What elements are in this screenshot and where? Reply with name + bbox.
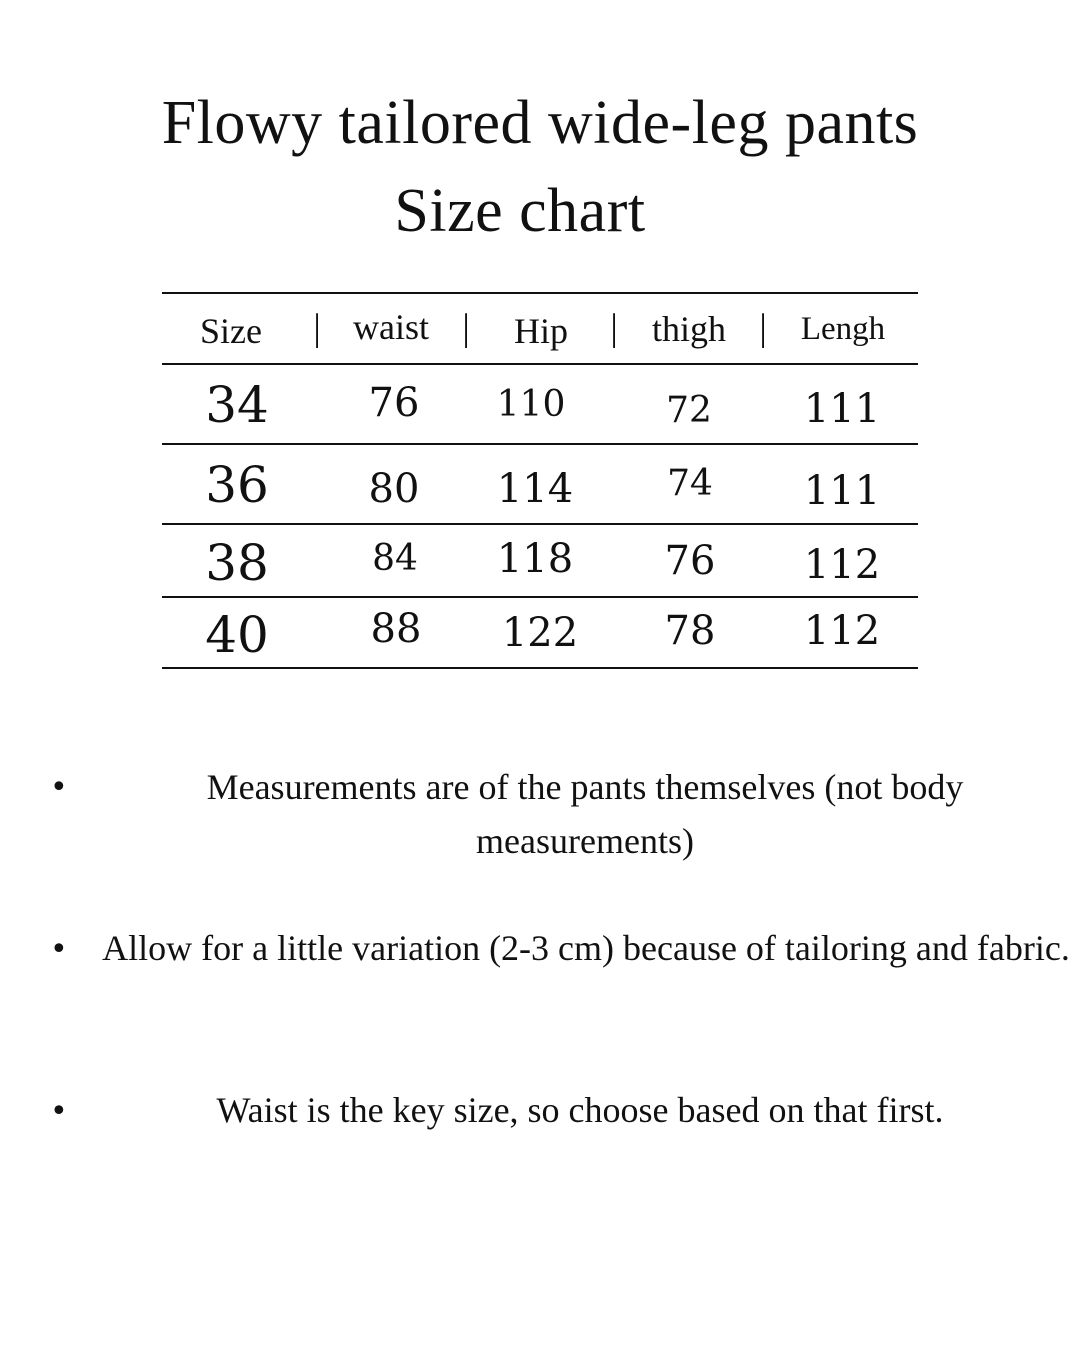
table-rule (162, 363, 918, 365)
cell-size: 34 (205, 376, 269, 434)
bullet-icon: • (50, 932, 68, 967)
header-separator: | (462, 307, 470, 349)
header-size: Size (200, 311, 262, 351)
cell-size: 40 (205, 606, 269, 664)
table-top-rule (162, 292, 918, 294)
note-text: Allow for a little variation (2-3 cm) because of tailoring and fabric. (102, 928, 1070, 968)
cell-hip: 122 (501, 610, 579, 656)
header-waist: waist (353, 307, 429, 347)
bullet-icon: • (50, 1094, 68, 1129)
header-separator: | (313, 307, 321, 349)
header-length: Lengh (800, 311, 886, 347)
cell-size: 38 (205, 534, 269, 592)
note-text: Waist is the key size, so choose based on that first. (216, 1090, 944, 1130)
bullet-icon: • (50, 770, 68, 805)
cell-waist: 80 (368, 466, 420, 512)
table-rule (162, 523, 918, 525)
header-separator: | (610, 307, 618, 349)
cell-thigh: 76 (664, 538, 716, 584)
page-title: Flowy tailored wide-leg pants (161, 89, 919, 157)
table-bottom-rule (162, 667, 918, 669)
cell-waist: 84 (372, 538, 418, 579)
header-separator: | (759, 307, 767, 349)
header-thigh: thigh (651, 309, 727, 349)
cell-waist: 88 (370, 606, 422, 652)
cell-thigh: 74 (667, 463, 713, 504)
table-rule (162, 443, 918, 445)
cell-waist: 76 (368, 380, 420, 426)
page-subtitle: Size chart (394, 177, 646, 245)
cell-length: 112 (803, 608, 881, 654)
header-hip: Hip (514, 311, 568, 351)
cell-length: 111 (803, 386, 881, 432)
table-rule (162, 596, 918, 598)
cell-hip: 114 (496, 466, 574, 512)
cell-thigh: 72 (666, 390, 712, 431)
cell-length: 112 (803, 542, 881, 588)
cell-length: 111 (803, 468, 881, 514)
cell-size: 36 (205, 456, 269, 514)
note-text: Measurements are of the pants themselves (not body measurements) (206, 767, 964, 861)
cell-hip: 110 (496, 384, 566, 425)
cell-hip: 118 (496, 536, 574, 582)
cell-thigh: 78 (664, 608, 716, 654)
